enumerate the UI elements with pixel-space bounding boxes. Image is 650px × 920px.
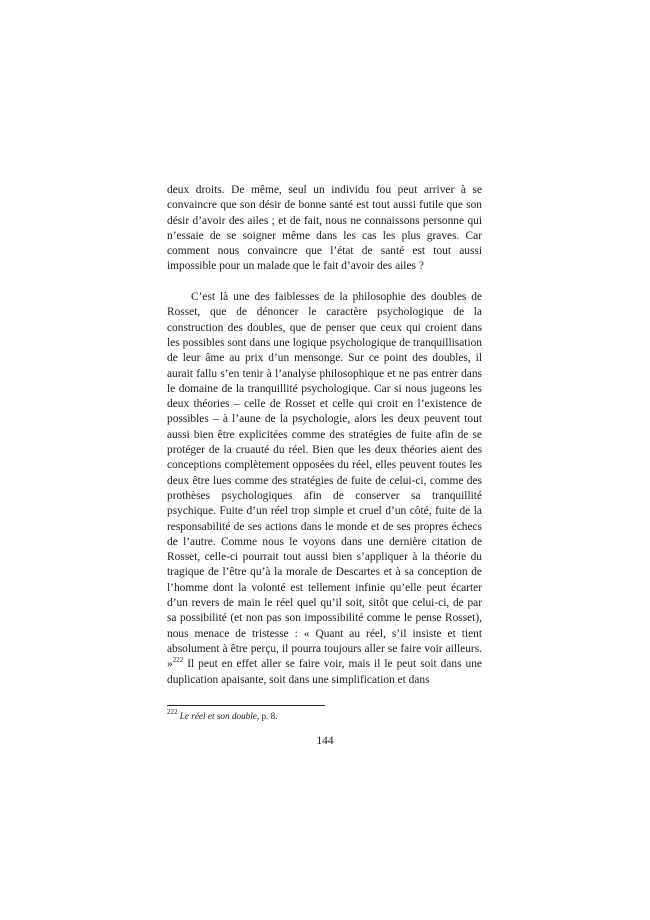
footnote-citation: , p. 8.: [256, 711, 278, 721]
footnote: [167, 710, 278, 722]
footnote-number: 222: [167, 708, 178, 716]
paragraph-text: C’est là une des faiblesses de la philosophie des doubles de Rosset, que de dénoncer le caractère psychologique de la construction des doubles, que de penser que ceux qui croient dans les possibles sont dans une logique psychologique de tranquillisation de leur âme au prix d’un mensonge. Sur ce point des doubles, il aurait fallu s’en tenir à l’analyse philosophique et ne pas entrer dans le domaine de la tranquillité psychologique. Car si nous jugeons les deux théories – celle de Rosset et celle qui croit en l’existence de possibles – à l’aune de la psychologie, alors les deux peuvent tout aussi bien être explicitées comme des stratégies de fuite afin de se protéger de la cruauté du réel. Bien que les deux théories aient des conceptions complètement opposées du réel, elles peuvent toutes les deux être lues comme des stratégies de fuite de celui-ci, comme des prothèses psychologiques afin de conserver sa tranquillité psychique. Fuite d’un réel trop simple et cruel d’un côté, fuite de la responsabilité de ses actions dans le monde et de ses propres échecs de l’autre. Comme nous le voyons dans une dernière citation de Rosset, celle-ci pourrait tout aussi bien s’appliquer à la théorie du tragique de l’être qu’à la morale de Descartes et à sa conception de l’homme dont la volonté est tellement infinie qu’elle peut écarter d’un revers de main le réel quel qu’il soit, sitôt que celui-ci, de par sa possibilité (et non pas son impossibilité comme le pense Rosset), nous menace de tristesse : « Quant au réel, s’il insiste et tient absolument à être perçu, il pourra toujours aller se faire voir ailleurs. »: [167, 291, 482, 671]
footnote-divider: [167, 705, 325, 706]
paragraph-text: Il peut en effet aller se faire voir, mais il le peut soit dans une duplication apaisante, soit dans une simplification et dans: [167, 658, 482, 686]
footnote-reference[interactable]: 222: [172, 656, 184, 665]
footnote-title: Le réel et son double: [179, 711, 257, 721]
page-number: 144: [316, 735, 334, 747]
body-paragraph: deux droits. De même, seul un individu fou peut arriver à se convaincre que son désir de bonne santé est tout aussi futile que son désir d’avoir des ailes ; et de fait, nous ne connaissons personne qui n’essaie de se soigner même dans les cas les plus graves. Car comment nous convaincre que l’état de santé est tout aussi impossible pour un malade que le fait d’avoir des ailes ?: [167, 184, 482, 273]
page-body: [167, 183, 482, 688]
body-paragraph: [167, 290, 482, 688]
